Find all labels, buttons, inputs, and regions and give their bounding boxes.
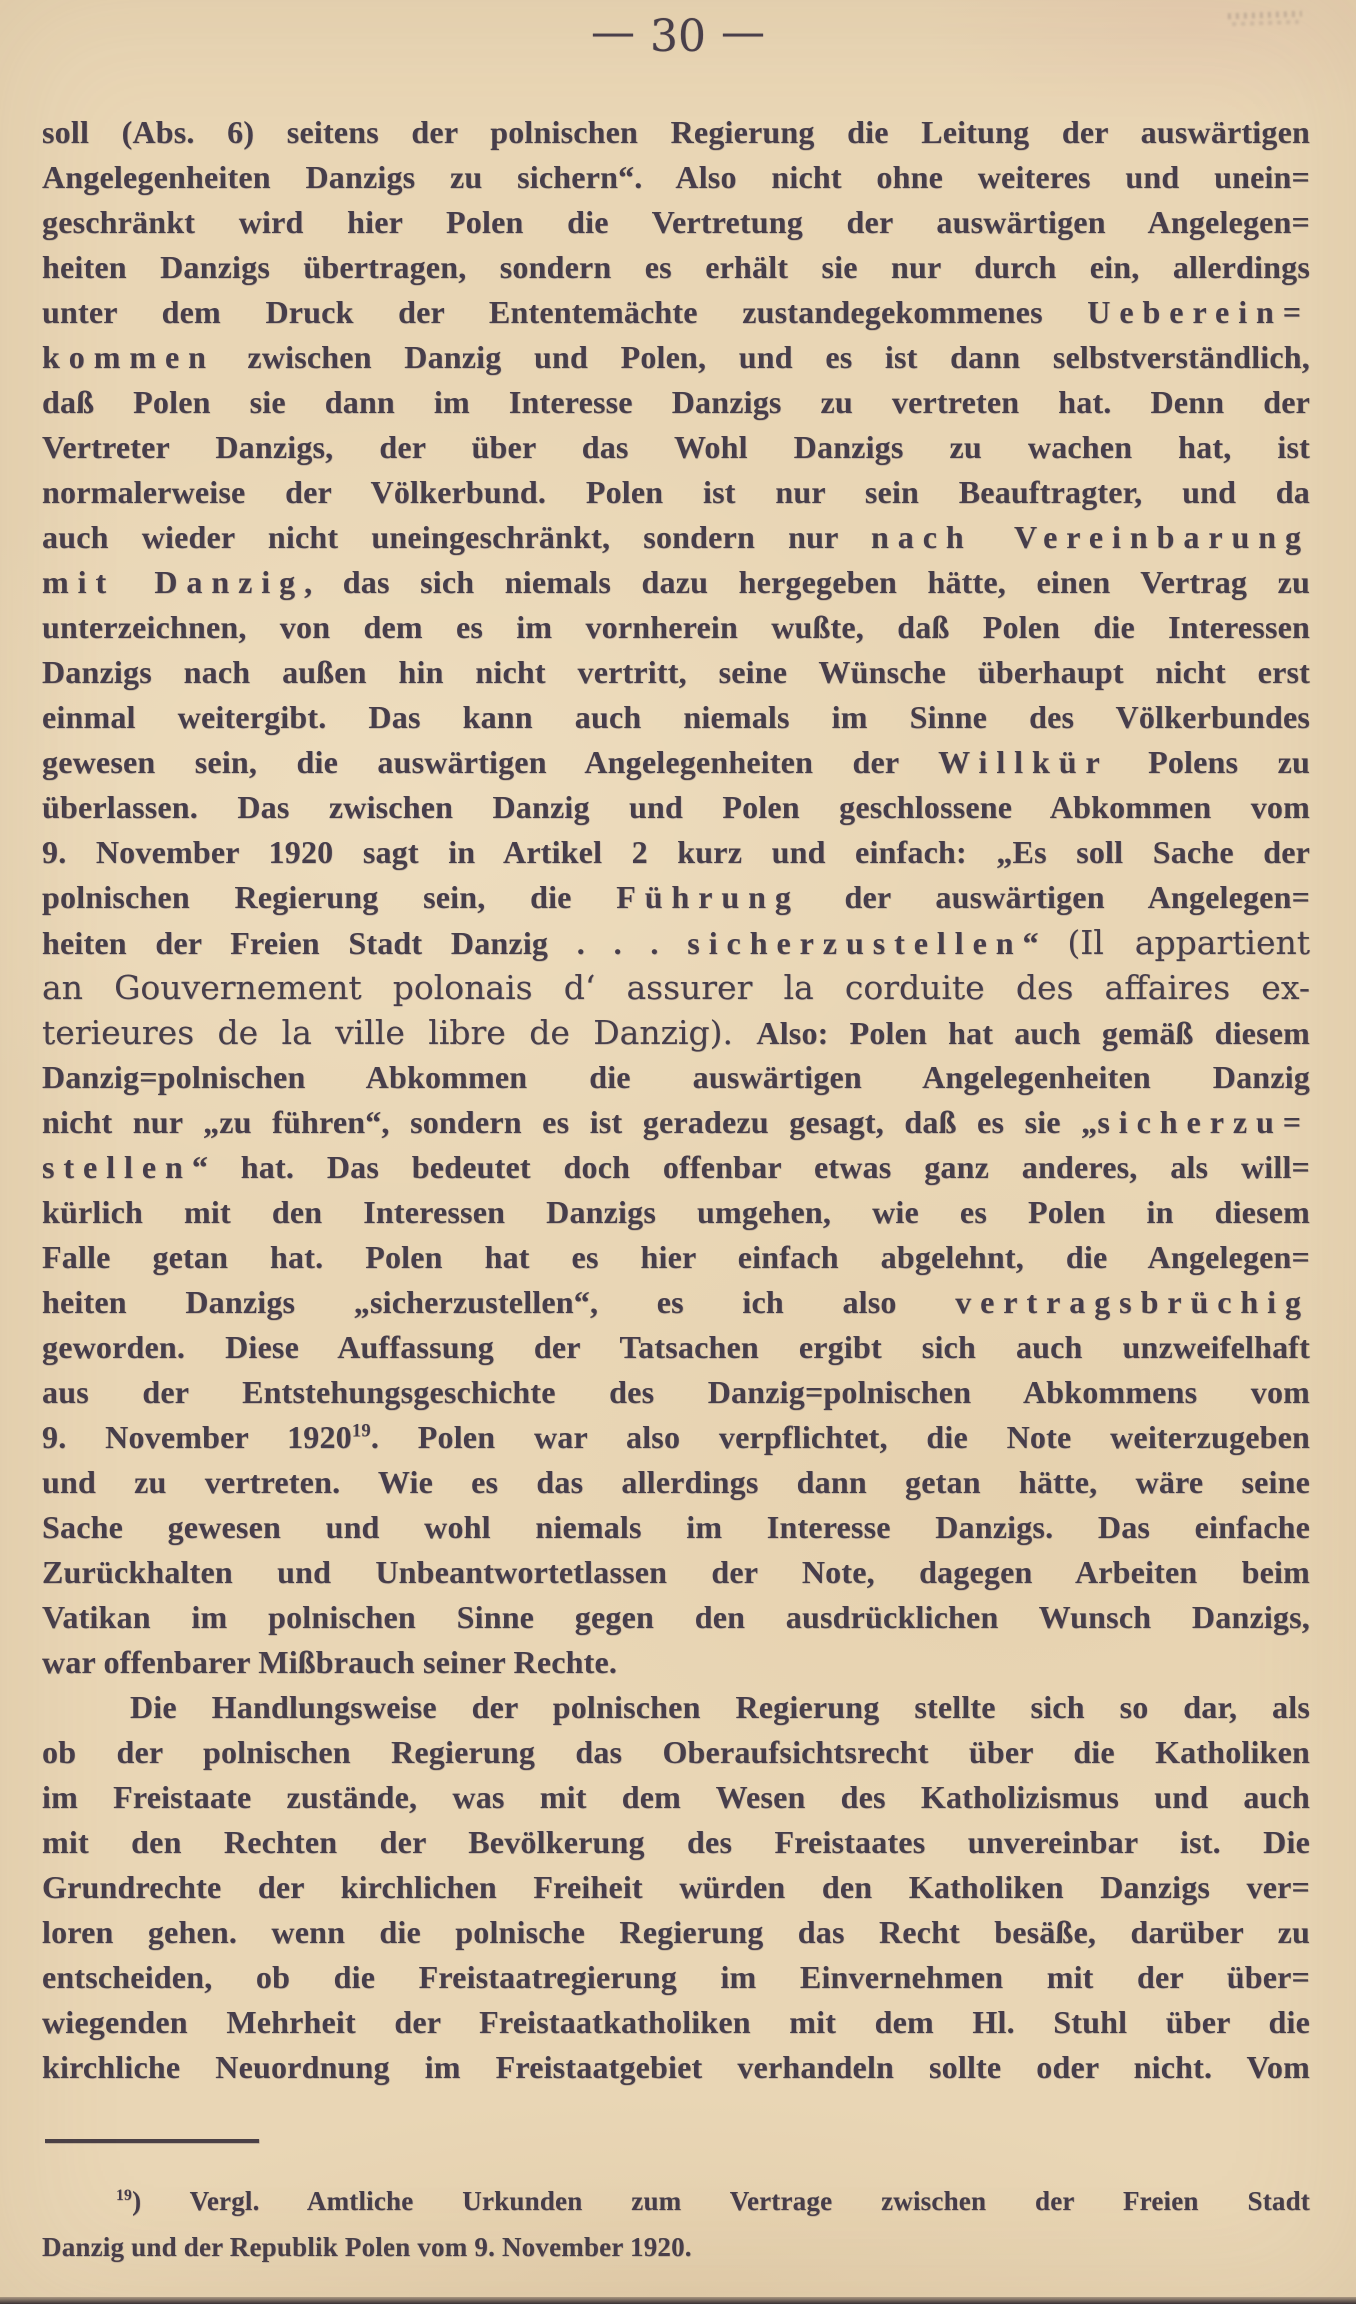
text-line — [42, 1910, 1310, 1955]
text-line — [42, 1325, 1310, 1370]
text-line — [42, 380, 1310, 425]
text-line — [42, 155, 1310, 200]
body-text — [42, 110, 1310, 2090]
text-line — [42, 2224, 1310, 2270]
fraktur-text: Danzigs nach außen hin nicht vertritt, seine Wünsche überhaupt nicht erst — [42, 654, 1310, 690]
fraktur-text: “ — [1022, 925, 1068, 961]
text-line — [42, 1865, 1310, 1910]
fraktur-text: Vatikan im polnischen Sinne gegen den ausdrücklichen Wunsch Danzigs, — [42, 1599, 1310, 1635]
letterspaced-emphasis-text: Ueberein= — [1087, 294, 1310, 330]
letterspaced-emphasis-text: vertragsbrüchig — [955, 1284, 1310, 1320]
text-line — [42, 1415, 1310, 1460]
text-line — [42, 470, 1310, 515]
fraktur-text: Zurückhalten und Unbeantwortetlassen der Note, dagegen Arbeiten beim — [42, 1554, 1310, 1590]
fraktur-text: kürlich mit den Interessen Danzigs umgehen, wie es Polen in diesem — [42, 1194, 1310, 1230]
antiqua-text: terieures de la ville libre de Danzig). — [42, 1013, 757, 1052]
text-line — [42, 1010, 1310, 1055]
text-line — [42, 200, 1310, 245]
header-dash-right: — — [721, 7, 765, 58]
fraktur-text: wiegenden Mehrheit der Freistaatkatholiken mit dem Hl. Stuhl über die — [42, 2004, 1310, 2040]
fraktur-text: daß Polen sie dann im Interesse Danzigs zu vertreten hat. Denn der — [42, 384, 1310, 420]
fraktur-text: unterzeichnen, von dem es im vornherein wußte, daß Polen die Interessen — [42, 609, 1310, 645]
text-line — [42, 1280, 1310, 1325]
footnote-separator-rule — [45, 2139, 259, 2143]
fraktur-text: Also: Polen hat auch gemäß diesem — [756, 1015, 1310, 1051]
text-line — [42, 1055, 1310, 1100]
fraktur-text: nicht nur „zu führen“, sondern es ist geradezu gesagt, daß es sie „ — [42, 1104, 1098, 1140]
fraktur-text: Danzig und der Republik Polen vom 9. November 1920. — [42, 2232, 692, 2262]
text-line — [42, 2000, 1310, 2045]
text-line — [42, 1235, 1310, 1280]
text-line — [42, 1505, 1310, 1550]
fraktur-text: ) Vergl. Amtliche Urkunden zum Vertrage zwischen der Freien Stadt — [132, 2186, 1310, 2216]
text-line — [42, 560, 1310, 605]
fraktur-text: überlassen. Das zwischen Danzig und Polen geschlossene Abkommen vom — [42, 789, 1310, 825]
fraktur-text: heiten der Freien Stadt Danzig . . . — [42, 925, 688, 961]
fraktur-text: einmal weitergibt. Das kann auch niemals im Sinne des Völkerbundes — [42, 699, 1310, 735]
fraktur-text: Die Handlungsweise der polnischen Regierung stellte sich so dar, als — [130, 1689, 1310, 1725]
text-line — [42, 1460, 1310, 1505]
fraktur-text: soll (Abs. 6) seitens der polnischen Regierung die Leitung der auswärtigen — [42, 114, 1310, 150]
fraktur-text: Sache gewesen und wohl niemals im Interesse Danzigs. Das einfache — [42, 1509, 1310, 1545]
text-line — [42, 1955, 1310, 2000]
text-line — [42, 425, 1310, 470]
letterspaced-emphasis-text: stellen — [42, 1149, 192, 1185]
fraktur-text: und zu vertreten. Wie es das allerdings dann getan hätte, wäre seine — [42, 1464, 1310, 1500]
footnote-ref: 19 — [116, 2187, 133, 2204]
letterspaced-emphasis-text: Führung — [616, 879, 800, 915]
fraktur-text: auch wieder nicht uneingeschränkt, sondern nur — [42, 519, 872, 555]
fraktur-text: entscheiden, ob die Freistaatregierung im Einvernehmen mit der über= — [42, 1959, 1310, 1995]
fraktur-text: geschränkt wird hier Polen die Vertretung der auswärtigen Angelegen= — [42, 204, 1310, 240]
text-line — [42, 1730, 1310, 1775]
text-line — [42, 1550, 1310, 1595]
fraktur-text: der auswärtigen Angelegen= — [799, 879, 1311, 915]
fraktur-text: Falle getan hat. Polen hat es hier einfach abgelehnt, die Angelegen= — [42, 1239, 1310, 1275]
footnote — [42, 2178, 1310, 2270]
antiqua-text: an Gouvernement polonais d‘ assurer la corduite des affaires ex- — [42, 968, 1310, 1007]
text-line — [42, 830, 1310, 875]
fraktur-text: . Polen war also verpflichtet, die Note weiterzugeben — [370, 1419, 1310, 1455]
header-dash-left: — — [591, 7, 635, 58]
text-line — [42, 110, 1310, 155]
fraktur-text: Grundrechte der kirchlichen Freiheit würden den Katholiken Danzigs ver= — [42, 1869, 1310, 1905]
fraktur-text: ob der polnischen Regierung das Oberaufsichtsrecht über die Katholiken — [42, 1734, 1310, 1770]
text-line — [42, 965, 1310, 1010]
page-header — [0, 8, 1356, 66]
text-line — [42, 785, 1310, 830]
fraktur-text: 9. November 1920 sagt in Artikel 2 kurz und einfach: „Es soll Sache der — [42, 834, 1310, 870]
page-number: 30 — [650, 11, 706, 62]
text-line — [42, 1595, 1310, 1640]
fraktur-text: geworden. Diese Auffassung der Tatsachen ergibt sich auch unzweifelhaft — [42, 1329, 1310, 1365]
fraktur-text: Angelegenheiten Danzigs zu sichern“. Also nicht ohne weiteres und unein= — [42, 159, 1310, 195]
fraktur-text: “ hat. Das bedeutet doch offenbar etwas ganz anderes, als will= — [191, 1149, 1310, 1185]
text-line — [42, 515, 1310, 560]
fraktur-text: 9. November 1920 — [42, 1419, 352, 1455]
letterspaced-emphasis-text: nach Vereinbarung — [871, 519, 1310, 555]
text-line — [42, 1820, 1310, 1865]
text-line — [42, 290, 1310, 335]
text-line — [42, 695, 1310, 740]
letterspaced-emphasis-text: sicherzustellen — [687, 925, 1023, 961]
text-line — [42, 2178, 1310, 2224]
fraktur-text: normalerweise der Völkerbund. Polen ist nur sein Beauftragter, und da — [42, 474, 1310, 510]
letterspaced-emphasis-text: mit Danzig — [42, 564, 305, 600]
fraktur-text: heiten Danzigs „sicherzustellen“, es ich also — [42, 1284, 956, 1320]
fraktur-text: loren gehen. wenn die polnische Regierung das Recht besäße, darüber zu — [42, 1914, 1310, 1950]
antiqua-text: (Il appartient — [1067, 923, 1311, 962]
text-line — [42, 2045, 1310, 2090]
fraktur-text: aus der Entstehungsgeschichte des Danzig=polnischen Abkommens vom — [42, 1374, 1310, 1410]
fraktur-text: Vertreter Danzigs, der über das Wohl Danzigs zu wachen hat, ist — [42, 429, 1310, 465]
text-line — [42, 1775, 1310, 1820]
text-line — [42, 1190, 1310, 1235]
letterspaced-emphasis-text: sicherzu= — [1097, 1104, 1310, 1140]
fraktur-text: unter dem Druck der Ententemächte zustandegekommenes — [42, 294, 1088, 330]
text-line — [42, 920, 1310, 965]
text-line — [42, 740, 1310, 785]
fraktur-text: polnischen Regierung sein, die — [42, 879, 617, 915]
text-line — [42, 1370, 1310, 1415]
fraktur-text: war offenbarer Mißbrauch seiner Rechte. — [42, 1644, 618, 1680]
text-line — [42, 1640, 1310, 1685]
text-line — [42, 1100, 1310, 1145]
text-line — [42, 245, 1310, 290]
fraktur-text: im Freistaate zustände, was mit dem Wesen des Katholizismus und auch — [42, 1779, 1310, 1815]
letterspaced-emphasis-text: Willkür — [938, 744, 1109, 780]
fraktur-text: mit den Rechten der Bevölkerung des Freistaates unvereinbar ist. Die — [42, 1824, 1310, 1860]
fraktur-text: heiten Danzigs übertragen, sondern es erhält sie nur durch ein, allerdings — [42, 249, 1310, 285]
text-line — [42, 875, 1310, 920]
text-line — [42, 650, 1310, 695]
letterspaced-emphasis-text: kommen — [42, 339, 215, 375]
fraktur-text: Polens zu — [1108, 744, 1310, 780]
ink-bleedthrough-smudge — [1228, 7, 1303, 32]
fraktur-text: , das sich niemals dazu hergegeben hätte, einen Vertrag zu — [304, 564, 1310, 600]
fraktur-text: kirchliche Neuordnung im Freistaatgebiet verhandeln sollte oder nicht. Vom — [42, 2049, 1310, 2085]
text-line — [42, 335, 1310, 380]
text-line — [42, 1145, 1310, 1190]
fraktur-text: gewesen sein, die auswärtigen Angelegenheiten der — [42, 744, 939, 780]
scan-bottom-edge — [0, 2297, 1356, 2304]
footnote-ref: 19 — [351, 1420, 371, 1442]
text-line — [42, 1685, 1310, 1730]
text-line — [42, 605, 1310, 650]
fraktur-text: Danzig=polnischen Abkommen die auswärtigen Angelegenheiten Danzig — [42, 1059, 1310, 1095]
fraktur-text: zwischen Danzig und Polen, und es ist dann selbstverständlich, — [214, 339, 1310, 375]
